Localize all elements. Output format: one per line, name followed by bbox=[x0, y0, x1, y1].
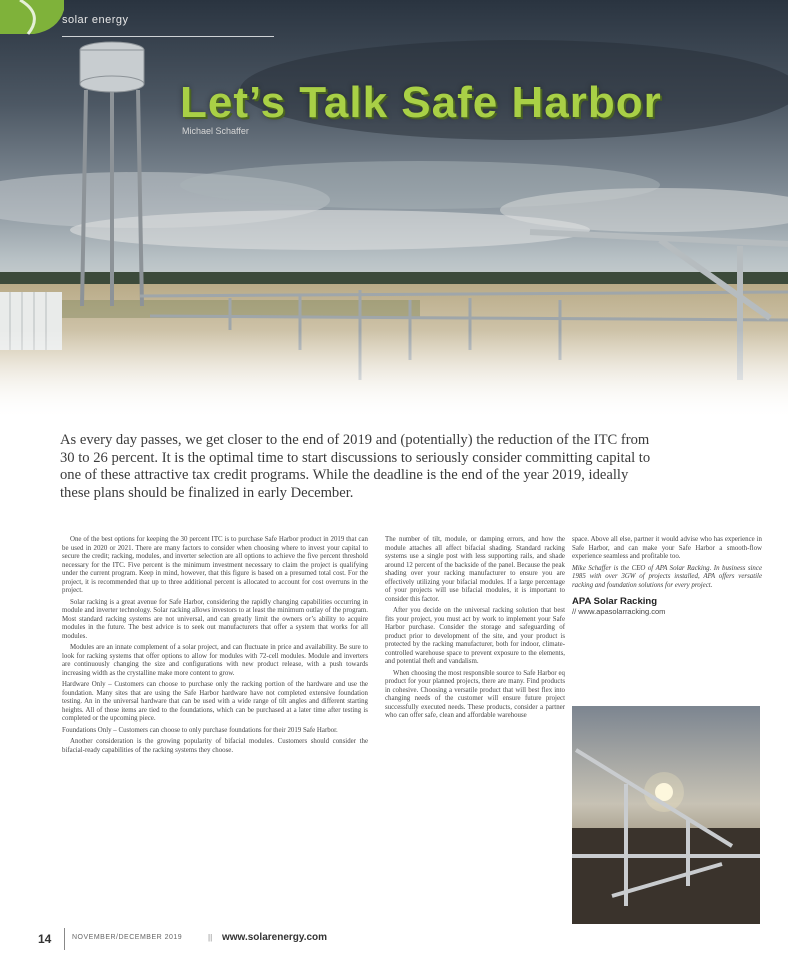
body-paragraph: Another consideration is the growing popularity of bifacial modules. Customers should consider the bifacial-ready capabilities of the racking systems they choose. bbox=[62, 738, 368, 754]
company-name: APA Solar Racking bbox=[572, 596, 657, 607]
article-headline: Let’s Talk Safe Harbor bbox=[180, 78, 662, 127]
solar-site-photo bbox=[0, 0, 788, 420]
section-label: solar energy bbox=[62, 14, 129, 26]
body-paragraph: The number of tilt, module, or damping errors, and how the module attaches all affect bifacial shading. Standard racking systems use a single post with less supporting rails, and shade around 12 percent of the backside of the panel. Because the peak shading over your racking manufacturer to ensure you are effectively utilizing your bifacial modules. If a large percentage of your projects will use bifacial modules, it is important to consider this factor. bbox=[385, 536, 565, 603]
byline: Michael Schaffer bbox=[182, 126, 249, 136]
page-number: 14 bbox=[38, 932, 52, 946]
body-column-1 bbox=[62, 536, 368, 758]
body-paragraph: After you decide on the universal racking solution that best fits your project, you must act by work to implement your Safe Harbor purchase. Consider the storage and safeguarding of product prior to development of the site, and your product is protected by the racking manufacturer, both for indoor, climate-controlled warehouse space to prevent exposure to the elements, and potential theft and vandalism. bbox=[385, 607, 565, 665]
racking-photo bbox=[572, 706, 760, 924]
company-website-link[interactable]: // www.apasolarracking.com bbox=[572, 606, 666, 616]
footer-separator: || bbox=[208, 933, 213, 942]
body-paragraph: Foundations Only – Customers can choose to only purchase foundations for their 2019 Safe Harbor. bbox=[62, 726, 338, 734]
hero-photo bbox=[0, 0, 788, 420]
footer-website-link[interactable]: www.solarenergy.com bbox=[222, 932, 328, 943]
author-bio: Mike Schaffer is the CEO of APA Solar Racking. In business since 1985 with over 3GW of projects installed, APA offers versatile racking and foundation solutions for every project. bbox=[572, 564, 762, 589]
issue-date: NOVEMBER/DECEMBER 2019 bbox=[72, 934, 183, 941]
section-divider bbox=[62, 36, 274, 37]
body-paragraph: One of the best options for keeping the 30 percent ITC is to purchase Safe Harbor product in 2019 that can be used in 2020 or 2021. There are many factors to consider when choosing where to invest your capital to secure the credit; racking, modules, and inverter selection are all options to achieve the five percent threshold necessary for the ITC. Five percent is the minimum investment necessary to claim the project is qualifying under the current program. Keep in mind, however, that this figure is based on a presumed total cost. For the project, it is recommended that up to three additional percent is allocated to account for cost overruns in the project. bbox=[62, 536, 368, 594]
body-paragraph: Modules are an innate complement of a solar project, and can fluctuate in price and availability. Be sure to look for racking systems that offer options to allow for modules with 72-cell modules. Module and inverters are continuously changing the size and configurations with new product release, with a push towards increasing width as the crystalline make more content to grow. bbox=[62, 644, 368, 677]
body-paragraph: When choosing the most responsible source to Safe Harbor eq product for your planned projects, there are many. Find products in cohesive. Choosing a versatile product that will best flex into changing needs of the customer will ensure future project successfully executed needs. These products, consider a partner who can offer safe, clean and affordable warehouse bbox=[385, 669, 565, 719]
body-paragraph: Hardware Only – Customers can choose to purchase only the racking portion of the hardware and use the foundation. Many sites that are using the Safe Harbor hardware have not completed extensive foundation testing. An in the universal hardware that can be used with a wide range of tilt angles and different starting heights. All of those items are tied to the foundations, which can be purchased at a later time after testing is completed or the upcoming piece. bbox=[62, 681, 368, 722]
body-column-3 bbox=[572, 536, 762, 616]
sunset-racking-image bbox=[572, 706, 760, 924]
body-column-2 bbox=[385, 536, 565, 724]
intro-paragraph: As every day passes, we get closer to the end of 2019 and (potentially) the reduction of the ITC from 30 to 26 percent. It is the optimal time to start discussions to seriously consider committing capital to one of these attractive tax credit programs. While the deadline is the end of the year 2019, ideally these plans should be finalized in early December. bbox=[60, 432, 651, 501]
page-footer bbox=[0, 928, 788, 952]
body-paragraph: Solar racking is a great avenue for Safe Harbor, considering the rapidly changing capabilities occurring in module and inverter technology. Solar racking allows investors to at least the minimum outlay of the program. Most standard racking systems are not universal, and can greatly limit the owners or’s ability to acquire modules in the future. The best advice is to seek out manufacturers that offer a system that works for all modules. bbox=[62, 598, 368, 640]
footer-divider bbox=[64, 928, 65, 950]
body-paragraph: space. Above all else, partner it would advise who has experience in Safe Harbor, and can make your Safe Harbor a smooth-flow experience seamless and profitable too. bbox=[572, 536, 762, 560]
